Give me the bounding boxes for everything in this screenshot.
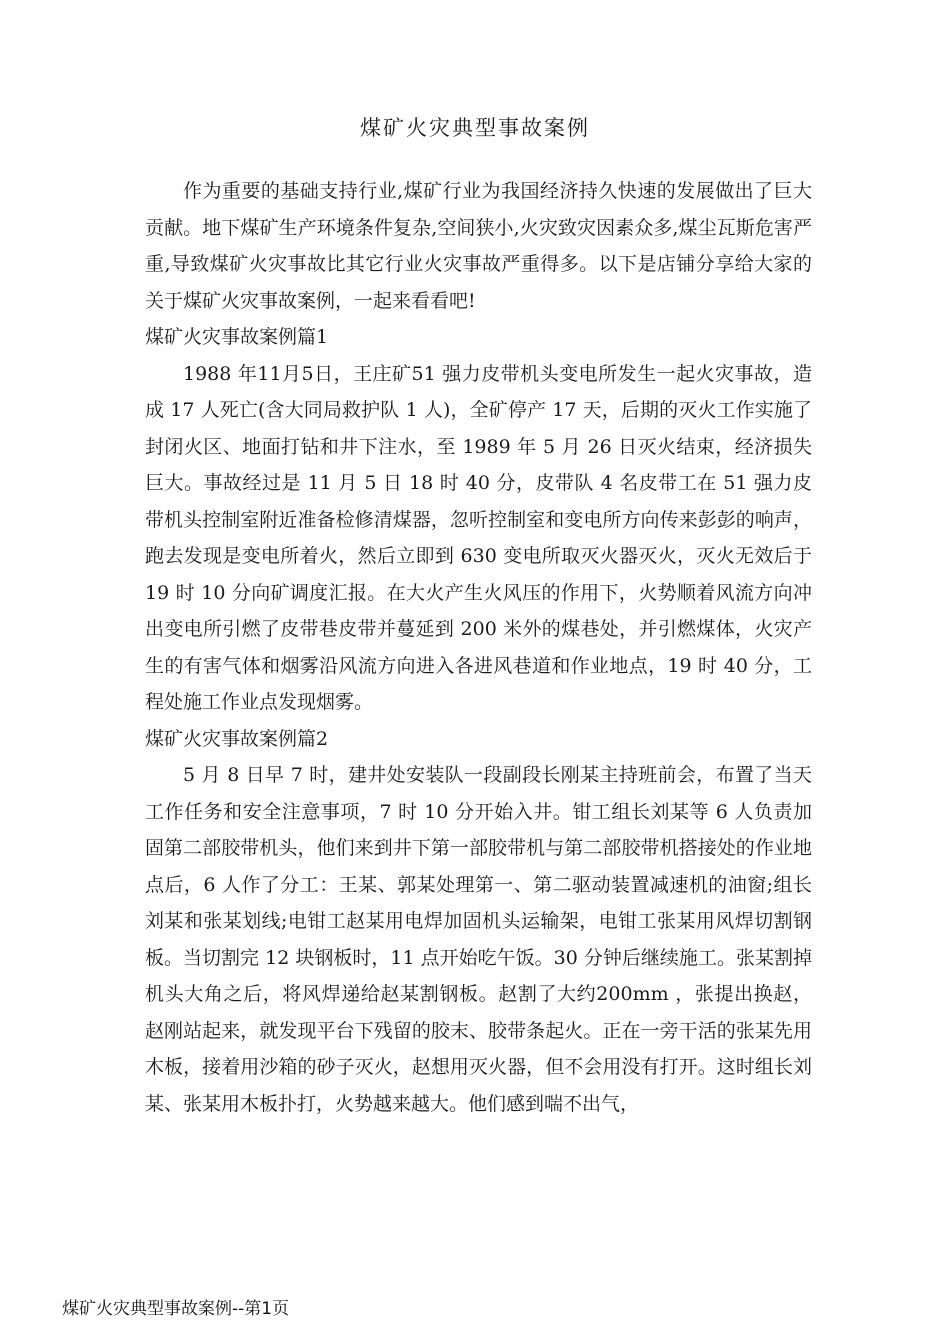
case-2-paragraph: 5 月 8 日早 7 时，建井处安装队一段副段长刚某主持班前会，布置了当天工作任务和安全注意事项，7 时 10 分开始入井。钳工组长刘某等 6 人负责加固第二部胶带机头，他们来到井下第一部胶带机与第二部胶带机搭接处的作业地点后，6 人作了分工：王某、郭某处理第一、第二驱动装置减速机的油窗;组长刘某和张某划线;电钳工赵某用电焊加固机头运输架，电钳工张某用风焊切割钢板。当切割完 12 块钢板时，11 点开始吃午饭。30 分钟后继续施工。张某割掉机头大角之后，将风焊递给赵某割钢板。赵割了大约200mm ，张提出换赵，赵刚站起来，就发现平台下残留的胶末、胶带条起火。正在一旁干活的张某先用木板，接着用沙箱的砂子灭火，赵想用灭火器，但不会用没有打开。这时组长刘某、张某用木板扑打，火势越来越大。他们感到喘不出气，: [145, 764, 812, 1115]
case-2-heading: 煤矿火灾事故案例篇2: [145, 727, 329, 750]
case-1-paragraph: 1988 年11月5日，王庄矿51 强力皮带机头变电所发生一起火灾事故，造成 17 人死亡(含大同局救护队 1 人)，全矿停产 17 天，后期的灭火工作实施了封闭火区、地面打钻和井下注水，至 1989 年 5 月 26 日灭火结束，经济损失巨大。事故经过是 11 月 5 日 18 时 40 分，皮带队 4 名皮带工在 51 强力皮带机头控制室附近准备检修清煤器，忽听控制室和变电所方向传来彭彭的响声，跑去发现是变电所着火，然后立即到 630 变电所取灭火器灭火，灭火无效后于 19 时 10 分向矿调度汇报。在大火产生火风压的作用下，火势顺着风流方向冲出变电所引燃了皮带巷皮带并蔓延到 200 米外的煤巷处，并引燃煤体，火灾产生的有害气体和烟雾沿风流方向进入各进风巷道和作业地点，19 时 40 分，工程处施工作业点发现烟雾。: [145, 362, 812, 713]
document-title: 煤矿火灾典型事故案例: [360, 116, 590, 140]
document-body: [145, 173, 812, 1122]
intro-paragraph: 作为重要的基础支持行业,煤矿行业为我国经济持久快速的发展做出了巨大贡献。地下煤矿生产环境条件复杂,空间狭小,火灾致灾因素众多,煤尘瓦斯危害严重,导致煤矿火灾事故比其它行业火灾事故严重得多。以下是店铺分享给大家的关于煤矿火灾事故案例，一起来看看吧!: [145, 180, 812, 312]
page-footer: 煤矿火灾典型事故案例--第1页: [62, 1299, 290, 1319]
case-1-heading: 煤矿火灾事故案例篇1: [145, 326, 329, 348]
